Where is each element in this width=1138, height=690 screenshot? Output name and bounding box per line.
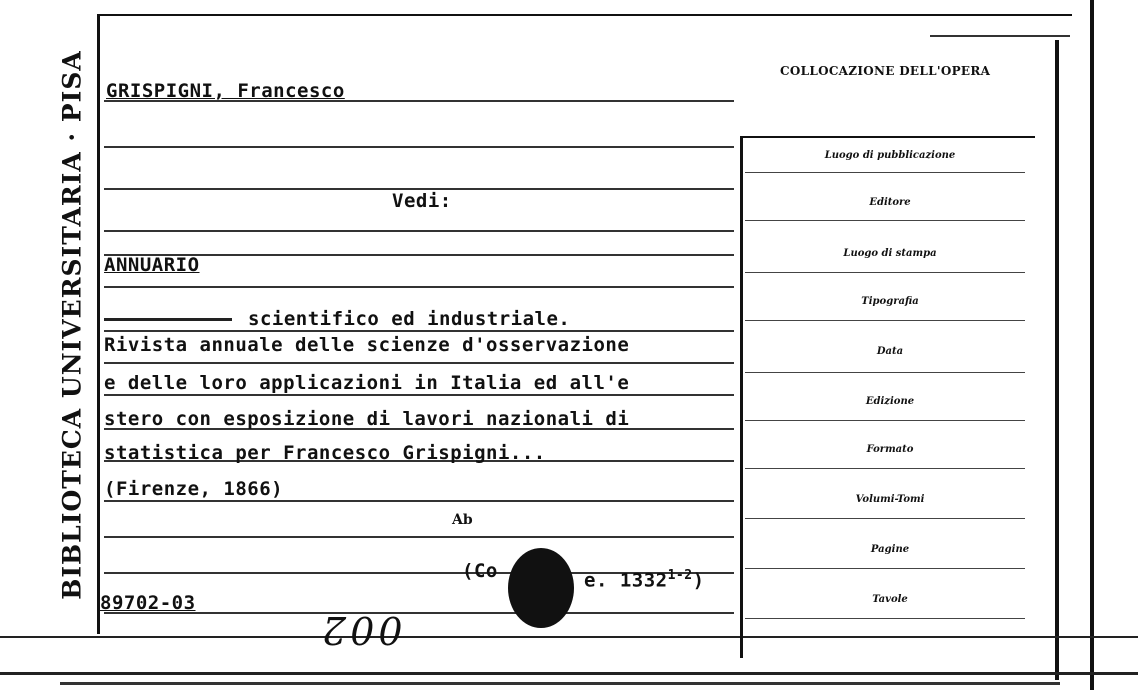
location-field-label: Luogo di stampa: [843, 248, 937, 259]
card-rule: [104, 286, 734, 288]
imprint-line: (Firenze, 1866): [104, 478, 284, 500]
location-field-rule: [745, 372, 1025, 373]
card-right-border: [1055, 40, 1059, 680]
location-field-rule: [745, 420, 1025, 421]
location-field-label: Tipografia: [861, 296, 919, 307]
title-line: Rivista annuale delle scienze d'osservazione: [104, 334, 630, 356]
author-heading: GRISPIGNI, Francesco: [106, 80, 345, 102]
location-field-rule: [745, 518, 1025, 519]
handwritten-note: Ab: [452, 512, 473, 528]
title-line: stero con esposizione di lavori nazionali di: [104, 408, 630, 430]
location-field-rule: [745, 172, 1025, 173]
location-field-label: Volumi-Tomi: [855, 494, 925, 505]
card-rule: [104, 230, 734, 232]
library-stamp: BIBLIOTECA UNIVERSITARIA · PISA: [57, 50, 87, 600]
handwritten-number: 002: [318, 608, 403, 652]
location-field-label: Pagine: [870, 544, 910, 555]
location-field-label: Editore: [869, 197, 911, 208]
title-line: scientifico ed industriale.: [248, 308, 571, 330]
location-field-rule: [745, 618, 1025, 619]
location-field-label: Formato: [866, 444, 914, 455]
under-card-edge: [0, 672, 1138, 675]
card-rule: [104, 362, 734, 364]
see-reference: Vedi:: [392, 190, 452, 212]
card-rule: [104, 536, 734, 538]
call-number: e. 1332$^{1-2}$): [584, 568, 705, 592]
title-repeat-dash: [104, 318, 232, 321]
under-card-edge-2: [60, 682, 1060, 685]
location-field-rule: [745, 468, 1025, 469]
card-rule: [104, 500, 734, 502]
title-heading: ANNUARIO: [104, 254, 200, 276]
adjacent-card-edge: [1090, 0, 1138, 690]
call-number-prefix: (Co: [462, 560, 498, 582]
location-field-rule: [745, 320, 1025, 321]
card-top-border: [97, 14, 1072, 16]
title-line: statistica per Francesco Grispigni...: [104, 442, 546, 464]
card-rule: [104, 146, 734, 148]
location-heading: COLLOCAZIONE DELL'OPERA: [780, 64, 991, 78]
top-stripe: [930, 35, 1070, 37]
ink-stamp: [508, 548, 574, 628]
title-line: e delle loro applicazioni in Italia ed all'e: [104, 372, 630, 394]
location-field-rule: [745, 568, 1025, 569]
card-rule: [104, 612, 734, 614]
card-left-border: [97, 14, 100, 634]
location-field-label: Tavole: [872, 594, 908, 605]
card-rule: [104, 330, 734, 332]
location-field-label: Luogo di pubblicazione: [824, 150, 956, 161]
location-field-label: Edizione: [865, 396, 915, 407]
catalog-id: 89702-03: [100, 592, 196, 614]
location-field-rule: [745, 220, 1025, 221]
card-rule: [104, 394, 734, 396]
location-field-label: Data: [876, 346, 904, 357]
location-field-rule: [745, 272, 1025, 273]
